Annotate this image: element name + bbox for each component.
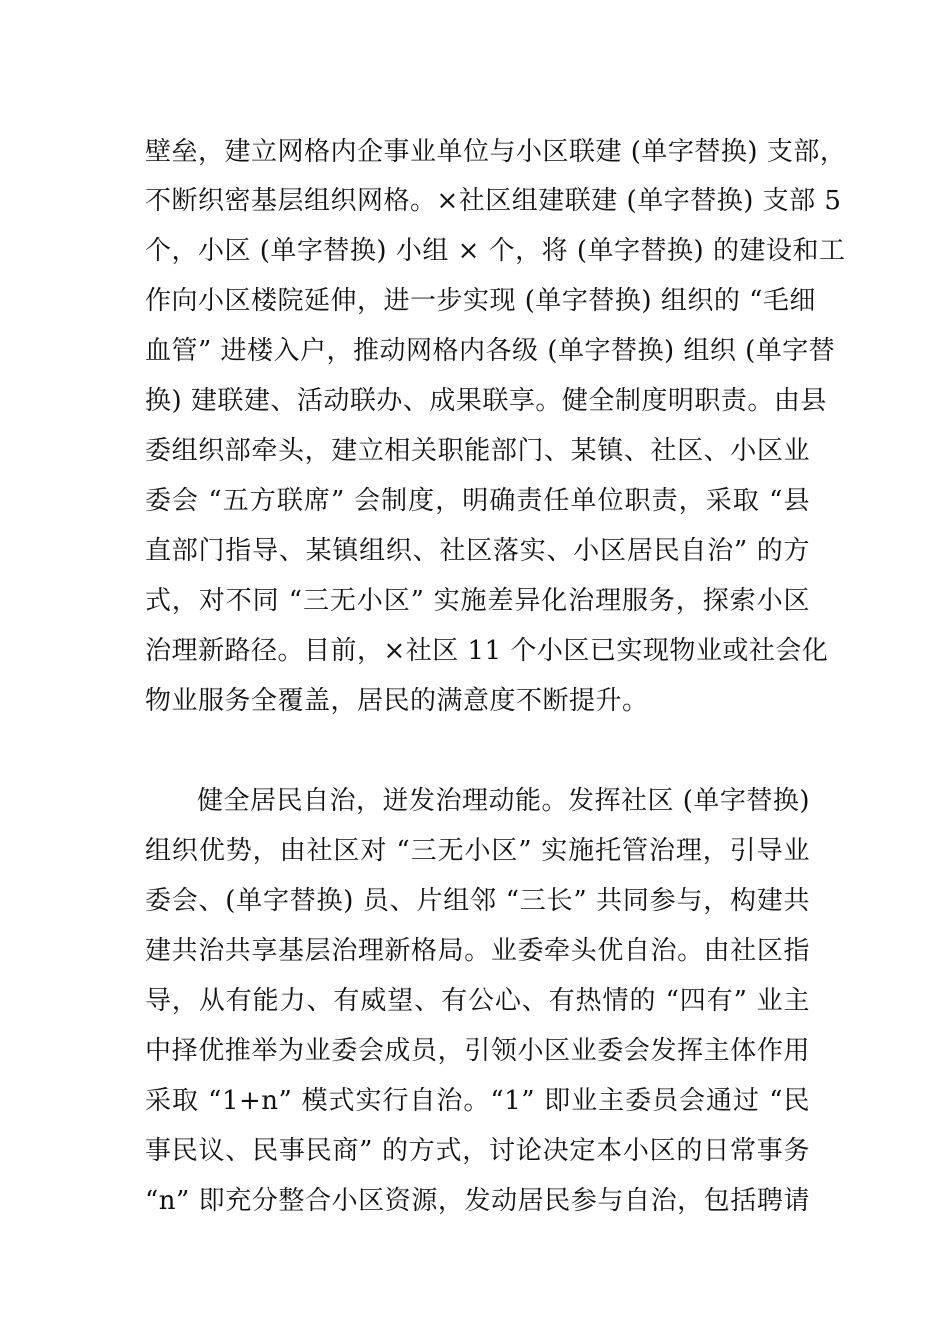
paragraph-1-line-1: 壁垒，建立网格内企事业单位与小区联建 (单字替换) 支部， bbox=[145, 137, 847, 167]
paragraph-1-line-2: 不断织密基层组织网格。×社区组建联建 (单字替换) 支部 5 bbox=[145, 186, 842, 216]
paragraph-1-line-11: 治理新路径。目前，×社区 11 个小区已实现物业或社会化 bbox=[145, 636, 829, 666]
paragraph-1-line-6: 换) 建联建、活动联办、成果联享。健全制度明职责。由县 bbox=[145, 386, 827, 416]
paragraph-2-line-6: 中择优推举为业委会成员，引领小区业委会发挥主体作用 bbox=[145, 1036, 810, 1066]
paragraph-1-line-8: 委会 “五方联席” 会制度，明确责任单位职责，采取 “县 bbox=[145, 486, 810, 516]
paragraph-2-line-2: 组织优势，由社区对 “三无小区” 实施托管治理，引导业 bbox=[145, 836, 810, 866]
paragraph-2-line-4: 建共治共享基层治理新格局。业委牵头优自治。由社区指 bbox=[145, 936, 810, 966]
paragraph-1-line-10: 式，对不同 “三无小区” 实施差异化治理服务，探索小区 bbox=[145, 586, 810, 616]
paragraph-2-line-9: “n” 即充分整合小区资源，发动居民参与自治，包括聘请 bbox=[145, 1186, 810, 1216]
paragraph-1-line-4: 作向小区楼院延伸，进一步实现 (单字替换) 组织的 “毛细 bbox=[145, 286, 816, 316]
paragraph-1-line-7: 委组织部牵头，建立相关职能部门、某镇、社区、小区业 bbox=[145, 436, 810, 466]
paragraph-1-line-3: 个，小区 (单字替换) 小组 × 个，将 (单字替换) 的建设和工 bbox=[145, 236, 846, 266]
paragraph-2-line-1: 健全居民自治，迸发治理动能。发挥社区 (单字替换) bbox=[197, 786, 811, 816]
paragraph-1-line-9: 直部门指导、某镇组织、社区落实、小区居民自治” 的方 bbox=[145, 536, 810, 566]
paragraph-2-line-3: 委会、(单字替换) 员、片组邻 “三长” 共同参与，构建共 bbox=[145, 886, 810, 916]
paragraph-2-line-7: 采取 “1+n” 模式实行自治。“1” 即业主委员会通过 “民 bbox=[145, 1086, 810, 1116]
paragraph-1-line-5: 血管” 进楼入户，推动网格内各级 (单字替换) 组织 (单字替 bbox=[145, 336, 836, 366]
paragraph-2-line-5: 导，从有能力、有威望、有公心、有热情的 “四有” 业主 bbox=[145, 986, 810, 1016]
paragraph-1-line-12: 物业服务全覆盖，居民的满意度不断提升。 bbox=[145, 686, 649, 716]
paragraph-2-line-8: 事民议、民事民商” 的方式，讨论决定本小区的日常事务 bbox=[145, 1136, 810, 1166]
